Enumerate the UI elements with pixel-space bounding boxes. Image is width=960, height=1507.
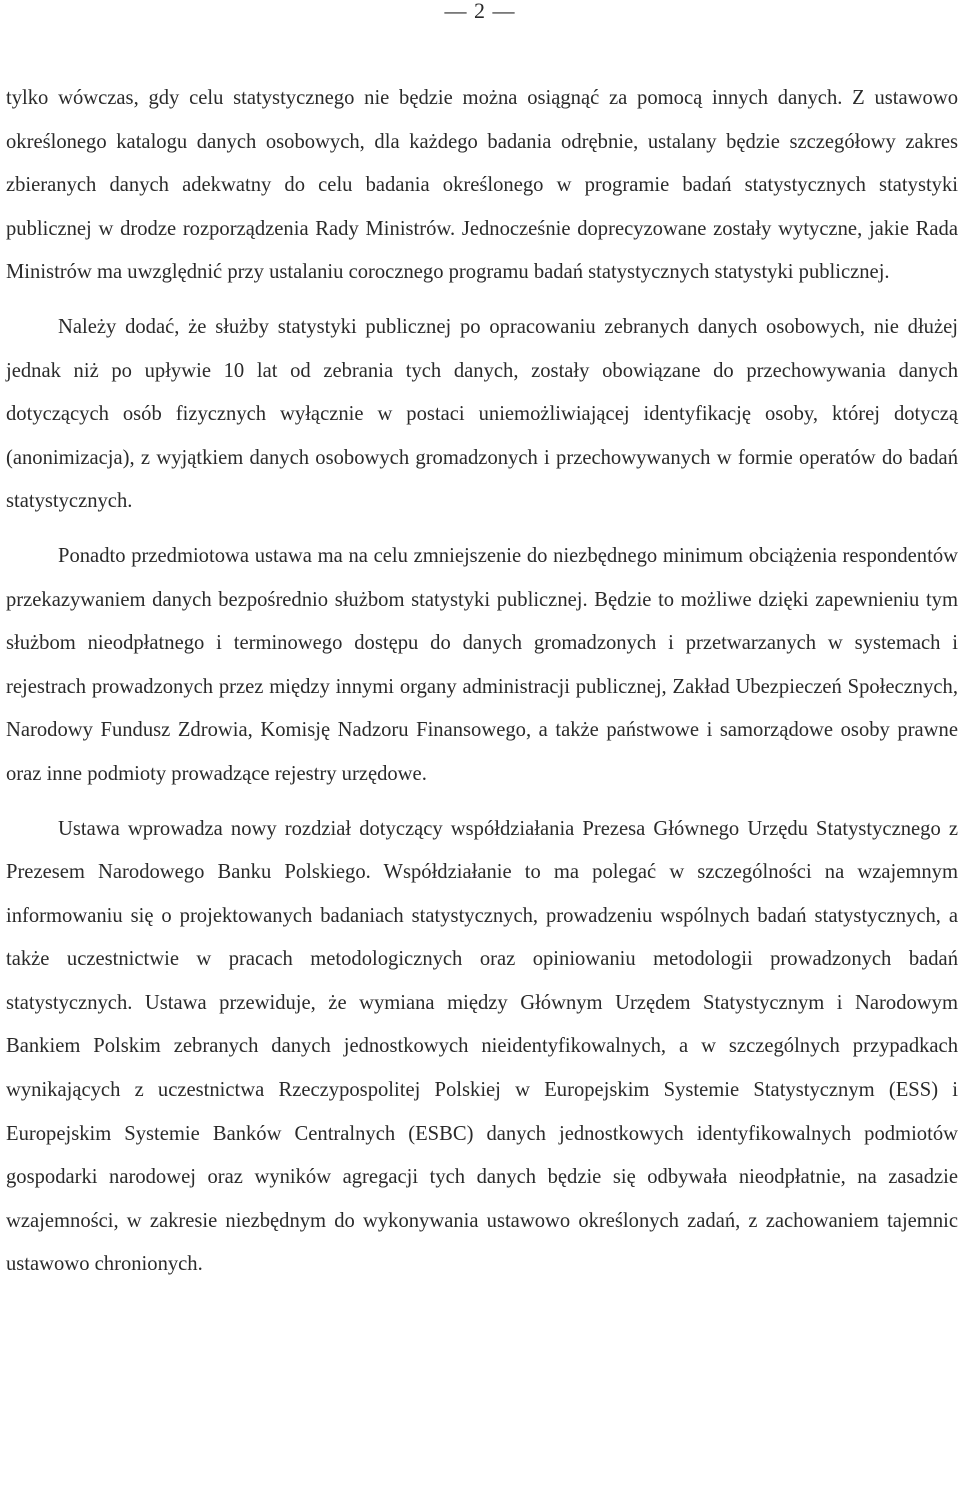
paragraph-anonymization: Należy dodać, że służby statystyki publicznej po opracowaniu zebranych danych osobowych, nie dłużej jednak niż po upływie 10 lat od zebrania tych danych, zostały obowiązane do przechowywania danych dotyczących osób fizycznych wyłącznie w postaci uniemożliwiającej identyfikację osoby, której dotyczą (anonimizacja), z wyjątkiem danych osobowych gromadzonych i przechowywanych w formie operatów do badań statystycznych. (6, 315, 958, 513)
page-number: — 2 — (444, 0, 516, 23)
paragraph-nbp-cooperation: Ustawa wprowadza nowy rozdział dotyczący współdziałania Prezesa Głównego Urzędu Statystycznego z Prezesem Narodowego Banku Polskiego. Współdziałanie to ma polegać w szczególności na wzajemnym informowaniu się o projektowanych badaniach statystycznych, prowadzeniu wspólnych badań statystycznych, a także uczestnictwie w pracach metodologicznych oraz opiniowaniu metodologii prowadzonych badań statystycznych. Ustawa przewiduje, że wymiana między Głównym Urzędem Statystycznym i Narodowym Bankiem Polskim zebranych danych jednostkowych nieidentyfikowalnych, a w szczególnych przypadkach wynikających z uczestnictwa Rzeczypospolitej Polskiej w Europejskim Systemie Statystycznym (ESS) i Europejskim Systemie Banków Centralnych (ESBC) danych jednostkowych identyfikowalnych podmiotów gospodarki narodowej oraz wyników agregacji tych danych będzie się odbywała nieodpłatnie, na zasadzie wzajemności, w zakresie niezbędnym do wykonywania ustawowo określonych zadań, z zachowaniem tajemnic ustawowo chronionych. (6, 817, 958, 1276)
paragraph-respondent-burden: Ponadto przedmiotowa ustawa ma na celu zmniejszenie do niezbędnego minimum obciążenia respondentów przekazywaniem danych bezpośrednio służbom statystyki publicznej. Będzie to możliwe dzięki zapewnieniu tym służbom nieodpłatnego i terminowego dostępu do danych gromadzonych i przetwarzanych w systemach i rejestrach prowadzonych przez między innymi organy administracji publicznej, Zakład Ubezpieczeń Społecznych, Narodowy Fundusz Zdrowia, Komisję Nadzoru Finansowego, a także państwowe i samorządowe osoby prawne oraz inne podmioty prowadzące rejestry urzędowe. (6, 544, 958, 785)
paragraph-continued: tylko wówczas, gdy celu statystycznego nie będzie można osiągnąć za pomocą innych danych. Z ustawowo określonego katalogu danych osobowych, dla każdego badania odrębnie, ustalany będzie szczegółowy zakres zbieranych danych adekwatny do celu badania określonego w programie badań statystycznych statystyki publicznej w drodze rozporządzenia Rady Ministrów. Jednocześnie doprecyzowane zostały wytyczne, jakie Rada Ministrów ma uwzględnić przy ustalaniu corocznego programu badań statystycznych statystyki publicznej. (6, 87, 958, 284)
document-body (6, 77, 958, 1287)
